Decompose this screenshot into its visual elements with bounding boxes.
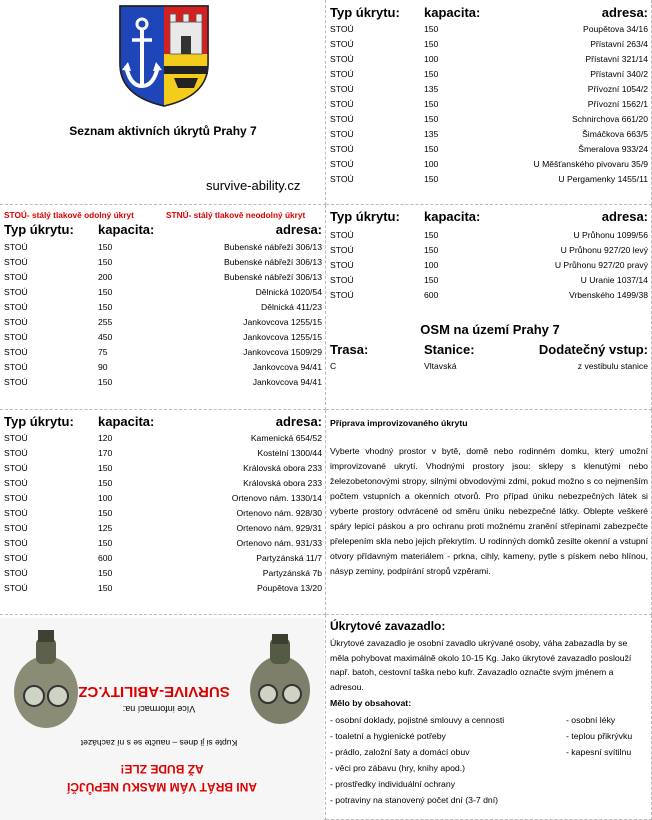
shelter-capacity: 125 (98, 523, 113, 533)
shelter-address: Bubenské nábřeží 306/13 (224, 257, 322, 267)
type-header: Typ úkrytu: (4, 222, 74, 237)
poster-slogan-2: AŽ BUDE ZLE! (120, 762, 204, 776)
table-row (330, 359, 648, 374)
table-row (4, 300, 322, 315)
shelter-capacity: 150 (98, 377, 113, 387)
shelter-address: Schnirchova 661/20 (572, 114, 648, 124)
table-row (4, 506, 322, 521)
shelter-capacity: 150 (424, 174, 439, 184)
improv-title: Příprava improvizovaného úkrytu (330, 418, 468, 428)
table-a (330, 22, 648, 187)
shelter-address: U Průhonu 1099/56 (573, 230, 648, 240)
table-c (330, 228, 648, 303)
shelter-address: Kamenická 654/52 (250, 433, 322, 443)
gas-mask-icon (240, 630, 320, 730)
table-row (4, 285, 322, 300)
shelter-type: STOÚ (4, 493, 28, 503)
capacity-header: kapacita: (424, 5, 481, 20)
table-row (330, 52, 648, 67)
table-row (4, 360, 322, 375)
shelter-address: Přístavní 321/14 (585, 54, 648, 64)
shelter-capacity: 100 (424, 54, 439, 64)
shelter-type: STOÚ (4, 242, 28, 252)
shelter-address: Šimáčkova 663/5 (582, 129, 648, 139)
table-row (330, 288, 648, 303)
shelter-capacity: 100 (424, 159, 439, 169)
gas-mask-poster (0, 618, 324, 820)
table-row (4, 270, 322, 285)
shelter-type: STOÚ (4, 347, 28, 357)
shelter-address: Přívozní 1054/2 (587, 84, 648, 94)
kit-subtitle: Mělo by obsahovat: (330, 698, 412, 708)
legend-stnu: STNÚ- stálý tlakově neodolný úkryt (166, 210, 306, 220)
shelter-capacity: 150 (98, 538, 113, 548)
osm-rows (330, 359, 648, 374)
table-b-header (4, 222, 322, 237)
shelter-address: Královská obora 233 (243, 463, 322, 473)
shelter-address: Partyzánská 7b (262, 568, 322, 578)
shelter-capacity: 150 (98, 568, 113, 578)
type-header: Typ úkrytu: (330, 209, 400, 224)
table-row (4, 345, 322, 360)
list-item: - věci pro zábavu (hry, knihy apod.) (330, 763, 466, 773)
table-row (330, 22, 648, 37)
address-header: adresa: (601, 209, 648, 224)
shelter-type: STOÚ (4, 538, 28, 548)
shelter-address: Bubenské nábřeží 306/13 (224, 242, 322, 252)
capacity-header: kapacita: (424, 209, 481, 224)
shelter-address: Poupětova 34/16 (583, 24, 648, 34)
shelter-capacity: 150 (98, 508, 113, 518)
list-item: - prostředky individuální ochrany (330, 779, 456, 789)
shelter-capacity: 600 (424, 290, 439, 300)
shelter-type: STOÚ (4, 257, 28, 267)
shelter-type: STOÚ (4, 433, 28, 443)
kit-text: Úkrytové zavazadlo je osobní zavadlo ukrývané osoby, váha zabazadla by se měla pohybovat maximálně okolo 10-15 Kg. Jako úkrytové zavazadlo poslouží např. batoh, cestovní taška nebo kufr. Zavazadlo označte svým jménem a adresou. (330, 638, 632, 692)
shelter-capacity: 90 (98, 362, 108, 372)
shelter-address: Ortenovo nám. 929/31 (236, 523, 322, 533)
shelter-type: STOÚ (4, 287, 28, 297)
site-url: survive-ability.cz (206, 178, 301, 193)
table-d-header (4, 414, 322, 429)
shelter-capacity: 150 (424, 24, 439, 34)
shelter-type: STOÚ (4, 583, 28, 593)
shelter-address: Jankovcova 1255/15 (243, 317, 322, 327)
shelter-type: STOÚ (330, 159, 354, 169)
shelter-type: STOÚ (330, 260, 354, 270)
address-header: adresa: (601, 5, 648, 20)
kit-list-left (330, 712, 566, 808)
shelter-type: STOÚ (4, 332, 28, 342)
shelter-address: Dělnická 1020/54 (255, 287, 322, 297)
coat-of-arms-icon (118, 4, 210, 108)
table-row (330, 258, 648, 273)
shelter-address: Partyzánská 11/7 (256, 553, 322, 563)
shelter-capacity: 150 (98, 287, 113, 297)
metro-entry: z vestibulu stanice (577, 361, 648, 371)
table-row (330, 273, 648, 288)
improv-text: Vyberte vhodný prostor v bytě, domě nebo rodinném domku, který umožní improvizované ukrytí. Vhodnými prostory jsou: sklepy s klenutými nebo železobetonovými stropy, silnými obvodovými zdmi, pokud možno s co nejmenším počtem vstupních a okenních otvorů. Pro případ úniku nebezpečných látek si vyberte prostory odvrácené od směru úniku nebezpečné látky. Oblepte veškeré spáry lepicí páskou a pro ochranu proti možnému zranění střepinami zabezpečte přelepením skla nebo jejich překrytím. U rodinných domků zesilte okenní a vstupní otvory přídavným materiálem - prkna, cihly, kameny, pytle s pískem nebo hlínou, násyp zeminy, podpírání stropů vzpěrami. (330, 446, 648, 576)
shelter-type: STOÚ (330, 39, 354, 49)
shelter-type: STOÚ (4, 478, 28, 488)
shelter-type: STOÚ (330, 129, 354, 139)
table-row (4, 240, 322, 255)
shelter-type: STOÚ (330, 144, 354, 154)
shelter-address: Královská obora 233 (243, 478, 322, 488)
metro-station: Vltavská (424, 361, 457, 371)
shelter-address: Šmeralova 933/24 (578, 144, 648, 154)
table-row (4, 491, 322, 506)
table-row (330, 228, 648, 243)
list-item: - teplou přikrývku (566, 731, 633, 741)
list-item: - potraviny na stanovený počet dní (3-7 dní) (330, 795, 499, 805)
shelter-capacity: 450 (98, 332, 113, 342)
table-row (4, 566, 322, 581)
shelter-capacity: 255 (98, 317, 113, 327)
list-item: - osobní léky (566, 715, 616, 725)
list-item: - osobní doklady, pojistné smlouvy a cennosti (330, 715, 505, 725)
shelter-capacity: 150 (98, 257, 113, 267)
table-row (4, 431, 322, 446)
shelter-type: STOÚ (4, 448, 28, 458)
shelter-address: Ortenovo nám. 1330/14 (231, 493, 322, 503)
shelter-type: STOÚ (4, 377, 28, 387)
shelter-capacity: 200 (98, 272, 113, 282)
shelter-address: Jankovcova 94/41 (252, 362, 322, 372)
shelter-address: U Průhonu 927/20 pravý (554, 260, 648, 270)
poster-more-info: Více informací na: (122, 704, 196, 714)
shelter-type: STOÚ (4, 568, 28, 578)
legend-stou: STOÚ- stálý tlakově odolný úkryt (4, 210, 134, 220)
shelter-address: Ortenovo nám. 928/30 (236, 508, 322, 518)
station-header: Stanice: (424, 342, 475, 357)
shelter-address: U Pergamenky 1455/11 (558, 174, 648, 184)
shelter-capacity: 150 (98, 242, 113, 252)
shelter-address: U Průhonu 927/20 levý (560, 245, 648, 255)
shelter-capacity: 150 (424, 114, 439, 124)
shelter-type: STOÚ (330, 69, 354, 79)
table-row (330, 37, 648, 52)
shelter-capacity: 150 (424, 99, 439, 109)
table-row (330, 112, 648, 127)
list-item: - toaletní a hygienické potřeby (330, 731, 446, 741)
shelter-type: STOÚ (330, 54, 354, 64)
osm-title: OSM na území Prahy 7 (420, 322, 560, 337)
kit-title: Úkrytové zavazadlo: (330, 619, 446, 633)
shelter-capacity: 150 (98, 463, 113, 473)
list-item: - kapesní svítilnu (566, 747, 632, 757)
shelter-type: STOÚ (330, 245, 354, 255)
gas-mask-icon (4, 628, 88, 736)
table-row (4, 461, 322, 476)
shelter-type: STOÚ (4, 523, 28, 533)
table-row (4, 255, 322, 270)
shelter-type: STOÚ (4, 463, 28, 473)
table-row (330, 97, 648, 112)
poster-slogan-1: ANI BRÁT VÁM MASKU NEPŮJČÍ (67, 780, 258, 794)
table-a-header (330, 5, 648, 20)
metro-line: C (330, 361, 337, 371)
address-header: adresa: (275, 414, 322, 429)
kit-list-right (566, 712, 650, 760)
shelter-address: Přívozní 1562/1 (587, 99, 648, 109)
shelter-type: STOÚ (330, 174, 354, 184)
shelter-capacity: 100 (424, 260, 439, 270)
shelter-address: Jankovcova 1509/29 (243, 347, 322, 357)
shelter-address: U Uranie 1037/14 (580, 275, 648, 285)
shelter-address: Poupětova 13/20 (257, 583, 322, 593)
shelter-capacity: 150 (424, 144, 439, 154)
shelter-address: Kostelní 1300/44 (257, 448, 322, 458)
shelter-capacity: 100 (98, 493, 113, 503)
table-row (330, 142, 648, 157)
table-b (4, 240, 322, 390)
shelter-capacity: 75 (98, 347, 108, 357)
line-header: Trasa: (330, 342, 369, 357)
shelter-type: STOÚ (330, 114, 354, 124)
table-row (330, 172, 648, 187)
shelter-address: Přístavní 340/2 (590, 69, 648, 79)
shelter-type: STOÚ (330, 275, 354, 285)
shelter-type: STOÚ (4, 272, 28, 282)
shelter-capacity: 135 (424, 84, 439, 94)
shelter-capacity: 150 (424, 245, 439, 255)
capacity-header: kapacita: (98, 414, 155, 429)
poster-brand: SURVIVE-ABILITY.CZ (78, 683, 230, 700)
poster-tagline: Kupte si ji dnes – naučte se s ní zacházet (80, 738, 238, 748)
shelter-address: Bubenské nábřeží 306/13 (224, 272, 322, 282)
table-row (330, 67, 648, 82)
shelter-address: Dělnická 411/23 (261, 302, 322, 312)
shelter-capacity: 150 (98, 302, 113, 312)
shelter-capacity: 135 (424, 129, 439, 139)
shelter-type: STOÚ (4, 302, 28, 312)
page-title: Seznam aktivních úkrytů Prahy 7 (69, 124, 257, 138)
entry-header: Dodatečný vstup: (538, 342, 648, 357)
table-row (330, 127, 648, 142)
shelter-address: Vrbenského 1499/38 (569, 290, 648, 300)
list-item: - prádlo, založní šaty a domácí obuv (330, 747, 470, 757)
type-header: Typ úkrytu: (4, 414, 74, 429)
shelter-type: STOÚ (4, 553, 28, 563)
shelter-capacity: 120 (98, 433, 113, 443)
shelter-type: STOÚ (4, 317, 28, 327)
table-row (4, 551, 322, 566)
shelter-type: STOÚ (330, 290, 354, 300)
shelter-capacity: 150 (424, 39, 439, 49)
type-header: Typ úkrytu: (330, 5, 400, 20)
shelter-address: U Měšťanského pivovaru 35/9 (533, 159, 648, 169)
shelter-type: STOÚ (330, 84, 354, 94)
shelter-type: STOÚ (330, 99, 354, 109)
table-row (4, 536, 322, 551)
shelter-type: STOÚ (4, 362, 28, 372)
table-row (4, 330, 322, 345)
table-d (4, 431, 322, 596)
shelter-type: STOÚ (4, 508, 28, 518)
table-row (4, 476, 322, 491)
shelter-type: STOÚ (330, 24, 354, 34)
table-row (4, 315, 322, 330)
shelter-capacity: 600 (98, 553, 113, 563)
table-row (330, 157, 648, 172)
shelter-capacity: 170 (98, 448, 113, 458)
shelter-capacity: 150 (424, 275, 439, 285)
osm-header (330, 342, 648, 357)
table-row (4, 375, 322, 390)
shelter-capacity: 150 (424, 230, 439, 240)
shelter-capacity: 150 (98, 478, 113, 488)
shelter-address: Přístavní 263/4 (590, 39, 648, 49)
table-row (4, 581, 322, 596)
shelter-capacity: 150 (424, 69, 439, 79)
table-row (4, 446, 322, 461)
shelter-address: Ortenovo nám. 931/33 (236, 538, 322, 548)
shelter-capacity: 150 (98, 583, 113, 593)
table-row (330, 243, 648, 258)
table-c-header (330, 209, 648, 224)
table-row (4, 521, 322, 536)
shelter-address: Jankovcova 94/41 (252, 377, 322, 387)
capacity-header: kapacita: (98, 222, 155, 237)
shelter-type: STOÚ (330, 230, 354, 240)
shelter-address: Jankovcova 1255/15 (243, 332, 322, 342)
address-header: adresa: (275, 222, 322, 237)
table-row (330, 82, 648, 97)
